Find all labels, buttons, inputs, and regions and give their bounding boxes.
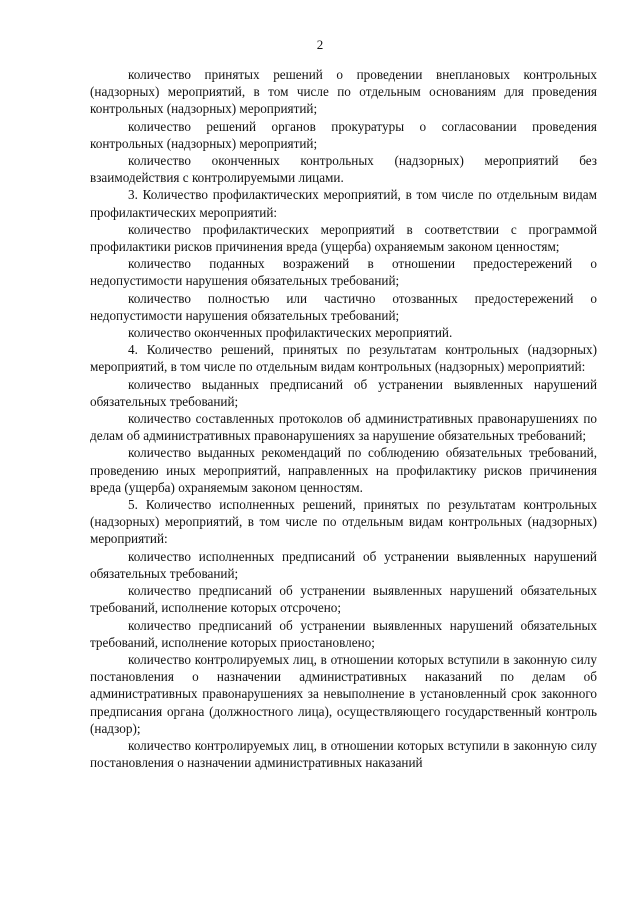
paragraph: 5. Количество исполненных решений, принятых по результатам контрольных (надзорных) мероприятий, в том числе по отдельным видам контрольных (надзорных) мероприятий: <box>90 497 597 547</box>
paragraph: количество выданных предписаний об устранении выявленных нарушений обязательных требований; <box>90 376 597 409</box>
paragraph: количество контролируемых лиц, в отношении которых вступили в законную силу постановления о назначении административных наказаний <box>90 737 597 771</box>
paragraph: количество полностью или частично отозванных предостережений о недопустимости нарушения обязательных требований; <box>90 290 597 323</box>
paragraph: количество предписаний об устранении выявленных нарушений обязательных требований, исполнение которых приостановлено; <box>90 617 597 650</box>
paragraph: количество поданных возражений в отношении предостережений о недопустимости нарушения обязательных требований; <box>90 256 597 289</box>
paragraph: количество предписаний об устранении выявленных нарушений обязательных требований, исполнение которых отсрочено; <box>90 583 597 616</box>
paragraph: количество профилактических мероприятий в соответствии с программой профилактики рисков причинения вреда (ущерба) охраняемым законом ценностям; <box>90 221 597 255</box>
page-number: 2 <box>316 37 324 52</box>
paragraph: 4. Количество решений, принятых по результатам контрольных (надзорных) мероприятий, в том числе по отдельным видам контрольных (надзорных) мероприятий: <box>90 342 597 375</box>
paragraph: количество принятых решений о проведении внеплановых контрольных (надзорных) мероприятий, в том числе по отдельным основаниям для проведения контрольных (надзорных) мероприятий; <box>90 67 597 117</box>
paragraph: количество решений органов прокуратуры о согласовании проведения контрольных (надзорных) мероприятий; <box>90 118 597 151</box>
paragraph: количество контролируемых лиц, в отношении которых вступили в законную силу постановления о назначении административных наказаний по делам об административных правонарушениях за невыполнение в установленный срок законного предписания органа (должностного лица), осуществляющего государственный контроль (надзор); <box>90 651 597 736</box>
document-body <box>90 66 597 771</box>
paragraph: количество оконченных профилактических мероприятий. <box>128 325 453 341</box>
paragraph: количество выданных рекомендаций по соблюдению обязательных требований, проведению иных мероприятий, направленных на профилактику рисков причинения вреда (ущерба) охраняемым законом ценностям. <box>90 445 597 495</box>
paragraph: количество оконченных контрольных (надзорных) мероприятий без взаимодействия с контролируемыми лицами. <box>90 153 597 186</box>
paragraph: 3. Количество профилактических мероприятий, в том числе по отдельным видам профилактических мероприятий: <box>90 187 597 220</box>
paragraph: количество исполненных предписаний об устранении выявленных нарушений обязательных требований; <box>90 548 597 581</box>
paragraph: количество составленных протоколов об административных правонарушениях по делам об административных правонарушениях за нарушение обязательных требований; <box>90 411 597 444</box>
